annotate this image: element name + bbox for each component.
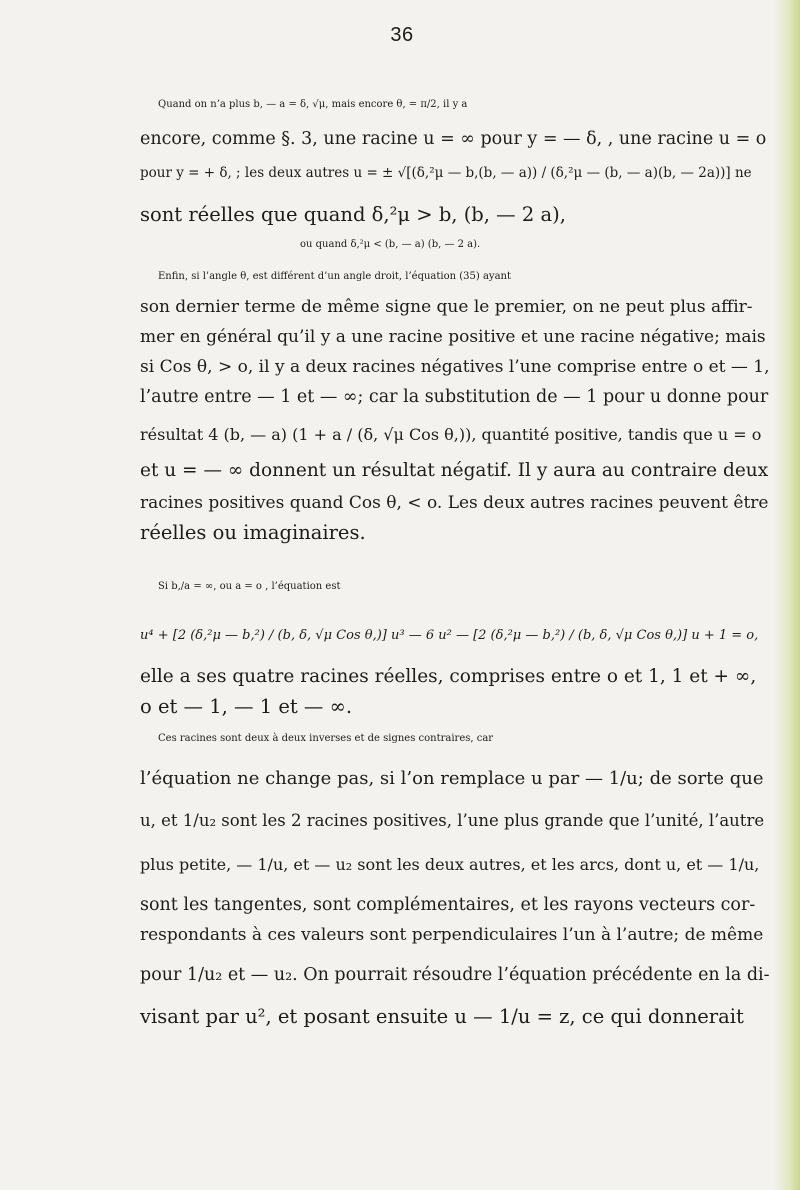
text-line-7: son dernier terme de même signe que le premier, on ne peut plus affir- [140, 297, 753, 317]
text-line-5: ou quand δ,²μ < (b, — a) (b, — 2 a). [300, 239, 481, 250]
text-line-13: racines positives quand Cos θ, < o. Les deux autres racines peuvent être [140, 493, 769, 513]
page-edge-shadow [774, 0, 800, 1190]
text-line-11: résultat 4 (b, — a) (1 + a / (δ, √μ Cos θ,)), quantité positive, tandis que u = o [140, 425, 762, 444]
text-line-3: pour y = + δ, ; les deux autres u = ± √[(δ,²μ — b,(b, — a)) / (δ,²μ — (b, — a)(b, — 2a))] ne [140, 165, 752, 181]
text-line-17: o et — 1, — 1 et — ∞. [140, 695, 353, 718]
text-line-1: Quand on n’a plus b, — a = δ, √μ, mais encore θ, = π/2, il y a [158, 99, 468, 110]
page-number: 36 [390, 24, 414, 46]
text-line-9: si Cos θ, > o, il y a deux racines négatives l’une comprise entre o et — 1, [140, 357, 770, 377]
text-line-16: elle a ses quatre racines réelles, comprises entre o et 1, 1 et + ∞, [140, 666, 757, 687]
text-line-2: encore, comme §. 3, une racine u = ∞ pour y = — δ, , une racine u = o [140, 129, 767, 149]
text-line-12: et u = — ∞ donnent un résultat négatif. Il y aura au contraire deux [140, 460, 769, 481]
text-line-15: Si b,/a = ∞, ou a = o , l’équation est [158, 581, 341, 592]
text-line-10: l’autre entre — 1 et — ∞; car la substitution de — 1 pour u donne pour [140, 387, 769, 407]
equation-quartic: u⁴ + [2 (δ,²μ — b,²) / (b, δ, √μ Cos θ,)] u³ — 6 u² — [2 (δ,²μ — b,²) / (b, δ, √μ Cos θ,)] u + 1 = o, [140, 628, 759, 643]
text-line-21: plus petite, — 1/u, et — u₂ sont les deux autres, et les arcs, dont u, et — 1/u, [140, 855, 760, 874]
text-line-24: pour 1/u₂ et — u₂. On pourrait résoudre l’équation précédente en la di- [140, 965, 770, 985]
text-line-25: visant par u², et posant ensuite u — 1/u = z, ce qui donnerait [140, 1005, 744, 1028]
text-line-22: sont les tangentes, sont complémentaires, et les rayons vecteurs cor- [140, 895, 756, 915]
text-line-6: Enfin, si l’angle θ, est différent d’un angle droit, l’équation (35) ayant [158, 271, 511, 282]
text-line-19: l’équation ne change pas, si l’on remplace u par — 1/u; de sorte que [140, 768, 764, 789]
text-line-20: u, et 1/u₂ sont les 2 racines positives, l’une plus grande que l’unité, l’autre [140, 811, 765, 830]
text-line-14: réelles ou imaginaires. [140, 521, 366, 544]
text-line-23: respondants à ces valeurs sont perpendiculaires l’un à l’autre; de même [140, 925, 764, 945]
text-line-4: sont réelles que quand δ,²μ > b, (b, — 2 a), [140, 203, 566, 226]
text-line-8: mer en général qu’il y a une racine positive et une racine négative; mais [140, 327, 766, 347]
text-line-18: Ces racines sont deux à deux inverses et de signes contraires, car [158, 733, 494, 744]
